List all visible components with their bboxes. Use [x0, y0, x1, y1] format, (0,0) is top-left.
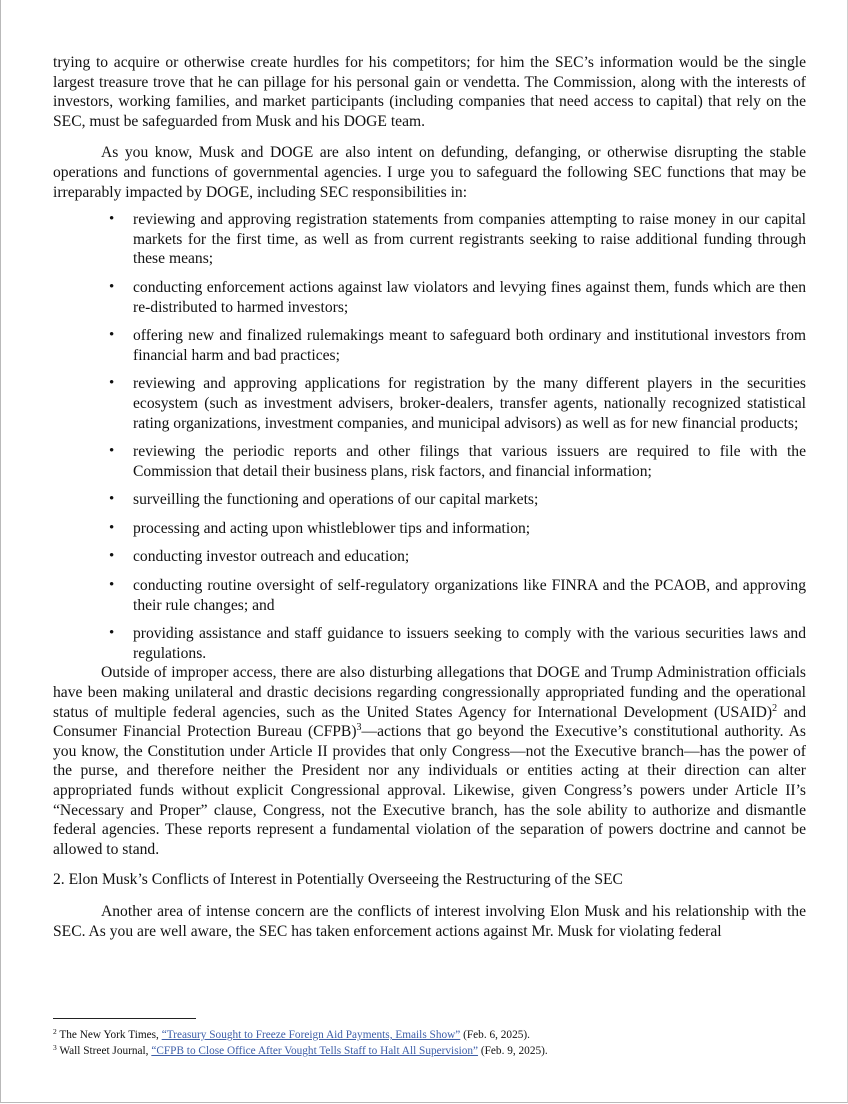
bullet-icon: •: [109, 548, 115, 565]
list-item: [53, 326, 806, 365]
list-item-text: processing and acting upon whistleblower tips and information;: [133, 519, 531, 537]
list-item: [53, 490, 806, 510]
paragraph-doge: As you know, Musk and DOGE are also intent on defunding, defanging, or otherwise disrupting the stable operations and functions of governmental agencies. I urge you to safeguard the following SEC functions that may be irreparably impacted by DOGE, including SEC responsibilities in:: [53, 144, 806, 201]
list-item-text: reviewing and approving registration statements from companies attempting to raise money in our capital markets for the first time, as well as from current registrants seeking to raise additional funding through these means;: [133, 211, 806, 268]
document-body: [53, 53, 806, 941]
bullet-icon: •: [109, 577, 115, 594]
list-item: [53, 210, 806, 269]
footnote-divider: [53, 1018, 196, 1019]
footnote-number: 2: [53, 1027, 57, 1036]
list-item: [53, 519, 806, 539]
list-item-text: offering new and finalized rulemakings meant to safeguard both ordinary and institutional investors from financial harm and bad practices;: [133, 327, 806, 364]
footnote-2: $^2$ The New York Times, “Treasury Sought to Freeze Foreign Aid Payments, Emails Show” (Feb. 6, 2025).: [53, 1027, 530, 1041]
bullet-icon: •: [109, 327, 115, 344]
list-item-text: reviewing and approving applications for registration by the many different players in the securities ecosystem (such as investment advisers, broker-dealers, transfer agents, nationally recognized statistical rating organizations, investment companies, and municipal advisors) as well as for new financial products;: [133, 375, 806, 432]
footnote-3: $^3$ Wall Street Journal, “CFPB to Close Office After Vought Tells Staff to Halt All Supervision” (Feb. 9, 2025).: [53, 1043, 548, 1057]
footnote-ref-3[interactable]: 3: [356, 722, 362, 734]
list-item: [53, 624, 806, 663]
footnote-number: 3: [53, 1043, 57, 1052]
list-item-text: conducting investor outreach and education;: [133, 548, 410, 566]
paragraph-intro: trying to acquire or otherwise create hurdles for his competitors; for him the SEC’s information would be the single largest treasure trove that he can pillage for his personal gain or vendetta. The Commission, along with the interests of investors, working families, and market participants (including companies that need access to capital) that rely on the SEC, must be safeguarded from Musk and his DOGE team.: [53, 54, 806, 130]
bullet-icon: •: [109, 278, 115, 295]
bullet-icon: •: [109, 491, 115, 508]
list-item-text: surveilling the functioning and operations of our capital markets;: [133, 491, 539, 509]
paragraph-conflicts: Another area of intense concern are the conflicts of interest involving Elon Musk and his relationship with the SEC. As you are well aware, the SEC has taken enforcement actions against Mr. Musk for violating federal: [53, 902, 806, 940]
list-item-text: conducting routine oversight of self-regulatory organizations like FINRA and the PCAOB, and approving their rule changes; and: [133, 577, 806, 614]
list-item: [53, 547, 806, 567]
footnotes: [53, 1018, 806, 1059]
list-item-text: providing assistance and staff guidance to issuers seeking to comply with the various securities laws and regulations.: [133, 625, 806, 662]
list-item: [53, 278, 806, 317]
bullet-icon: •: [109, 211, 115, 228]
section-heading: 2. Elon Musk’s Conflicts of Interest in Potentially Overseeing the Restructuring of the SEC: [53, 871, 623, 889]
list-item: [53, 576, 806, 615]
footnote-2-link[interactable]: “Treasury Sought to Freeze Foreign Aid Payments, Emails Show”: [161, 1029, 461, 1041]
list-item-text: reviewing the periodic reports and other filings that various issuers are required to file with the Commission that detail their business plans, risk factors, and financial information;: [133, 443, 806, 480]
footnote-ref-2[interactable]: 2: [772, 702, 778, 714]
list-item: [53, 374, 806, 433]
footnote-3-link[interactable]: “CFPB to Close Office After Vought Tells Staff to Halt All Supervision”: [151, 1045, 479, 1057]
paragraph-improper-access: Outside of improper access, there are also disturbing allegations that DOGE and Trump Administration officials have been making unilateral and drastic decisions regarding congressionally appropriated funding and the operational status of multiple federal agencies, such as the United States Agency for International Development (USAID)$^2$ and Consumer Financial Protection Bureau (CFPB)$^3$—actions that go beyond the Executive’s constitutional authority. As you know, the Constitution under Article II provides that only Congress—not the Executive branch—has the power of the purse, and therefore neither the President nor any individuals or entities acting at their direction can alter appropriated funds without explicit Congressional approval. Likewise, given Congress’s powers under Article II’s “Necessary and Proper” clause, Congress, not the Executive branch, has the sole ability to authorize and dismantle federal agencies. These reports represent a fundamental violation of the separation of powers doctrine and cannot be allowed to stand.: [53, 664, 806, 858]
bullet-icon: •: [109, 625, 115, 642]
bullet-icon: •: [109, 519, 115, 536]
list-item-text: conducting enforcement actions against law violators and levying fines against them, funds which are then re-distributed to harmed investors;: [133, 278, 806, 316]
bullet-icon: •: [109, 443, 115, 460]
list-item: [53, 442, 806, 481]
sec-functions-list: [53, 210, 806, 663]
bullet-icon: •: [109, 375, 115, 392]
